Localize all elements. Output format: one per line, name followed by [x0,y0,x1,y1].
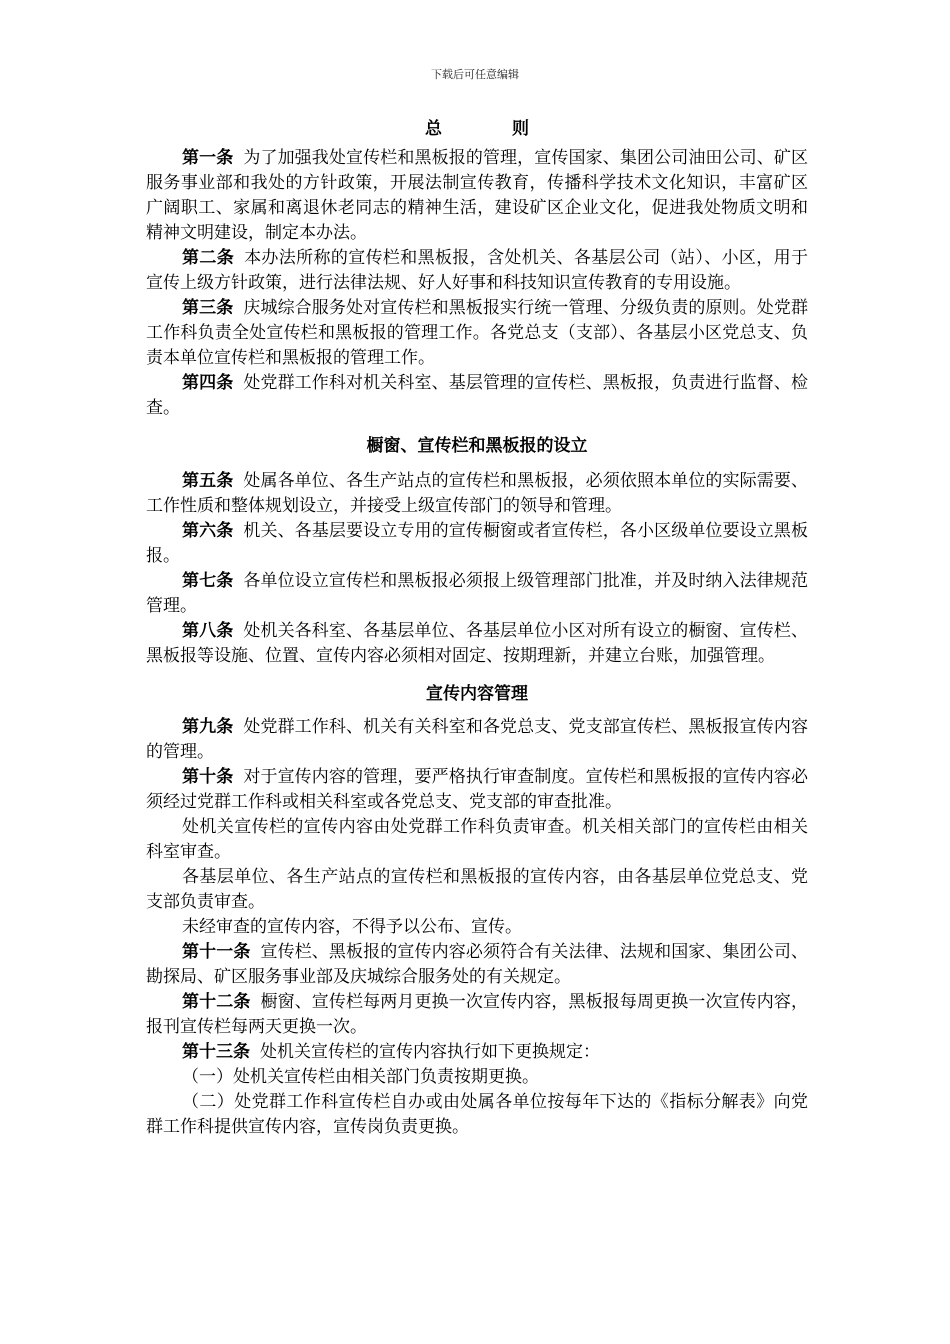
article-label: 第十三条 [182,1042,250,1062]
document-body [146,116,808,1140]
paragraph-text: （一）处机关宣传栏由相关部门负责按期更换。 [182,1067,539,1087]
article-label: 第一条 [182,148,234,168]
article-label: 第八条 [182,621,234,641]
article-paragraph [146,765,808,815]
article-text: 宣传栏、黑板报的宣传内容必须符合有关法律、法规和国家、集团公司、勘探局、矿区服务事业部及庆城综合服务处的有关规定。 [146,942,809,987]
article-paragraph [146,371,808,421]
article-paragraph [146,469,808,519]
article-paragraph [146,296,808,371]
article-label: 第六条 [182,521,234,541]
article-paragraph [146,146,808,246]
article-label: 第七条 [182,571,234,591]
article-text: 庆城综合服务处对宣传栏和黑板报实行统一管理、分级负责的原则。处党群工作科负责全处宣传栏和黑板报的管理工作。各党总支（支部）、各基层小区党总支、负责本单位宣传栏和黑板报的管理工作。 [146,298,808,368]
plain-paragraph [146,1090,808,1140]
article-text: 处属各单位、各生产站点的宣传栏和黑板报，必须依照本单位的实际需要、工作性质和整体规划设立，并接受上级宣传部门的领导和管理。 [146,471,808,516]
article-paragraph [146,940,808,990]
article-paragraph [146,519,808,569]
paragraph-text: 各基层单位、各生产站点的宣传栏和黑板报的宣传内容，由各基层单位党总支、党支部负责审查。 [146,867,808,912]
article-text: 处机关各科室、各基层单位、各基层单位小区对所有设立的橱窗、宣传栏、黑板报等设施、位置、宣传内容必须相对固定、按期理新，并建立台账，加强管理。 [146,621,808,666]
plain-paragraph [146,1065,808,1090]
article-text: 本办法所称的宣传栏和黑板报，含处机关、各基层公司（站）、小区，用于宣传上级方针政策，进行法律法规、好人好事和科技知识宣传教育的专用设施。 [146,248,809,293]
article-text: 为了加强我处宣传栏和黑板报的管理，宣传国家、集团公司油田公司、矿区服务事业部和我处的方针政策，开展法制宣传教育，传播科学技术文化知识，丰富矿区广阔职工、家属和离退休老同志的精神生活，建设矿区企业文化，促进我处物质文明和精神文明建设，制定本办法。 [146,148,808,243]
article-paragraph [146,715,808,765]
paragraph-text: 未经审查的宣传内容，不得予以公布、宣传。 [182,917,522,937]
article-label: 第五条 [182,471,234,491]
paragraph-text: 处机关宣传栏的宣传内容由处党群工作科负责审查。机关相关部门的宣传栏由相关科室审查。 [146,817,808,862]
article-paragraph [146,619,808,669]
article-text: 处党群工作科、机关有关科室和各党总支、党支部宣传栏、黑板报宣传内容的管理。 [146,717,808,762]
article-label: 第四条 [182,373,234,393]
header-note: 下载后可任意编辑 [431,68,519,81]
article-label: 第十条 [182,767,234,787]
article-text: 各单位设立宣传栏和黑板报必须报上级管理部门批准，并及时纳入法律规范管理。 [146,571,808,616]
paragraph-text: （二）处党群工作科宣传栏自办或由处属各单位按每年下达的《指标分解表》向党群工作科提供宣传内容，宣传岗负责更换。 [146,1092,808,1137]
article-label: 第九条 [182,717,234,737]
article-label: 第二条 [182,248,235,268]
section-title-general: 总 则 [425,119,561,139]
plain-paragraph [146,815,808,865]
article-paragraph [146,1040,808,1065]
article-text: 处机关宣传栏的宣传内容执行如下更换规定： [260,1042,600,1062]
plain-paragraph [146,865,808,915]
article-text: 对于宣传内容的管理，要严格执行审查制度。宣传栏和黑板报的宣传内容必须经过党群工作科或相关科室或各党总支、党支部的审查批准。 [146,767,808,812]
article-text: 橱窗、宣传栏每两月更换一次宣传内容，黑板报每周更换一次宣传内容，报刊宣传栏每两天更换一次。 [146,992,809,1037]
section-title-establishment: 橱窗、宣传栏和黑板报的设立 [366,436,588,456]
section-title-content-management: 宣传内容管理 [426,684,528,704]
article-paragraph [146,246,808,296]
article-text: 机关、各基层要设立专用的宣传橱窗或者宣传栏，各小区级单位要设立黑板报。 [146,521,808,566]
article-label: 第十一条 [182,942,251,962]
plain-paragraph [146,915,808,940]
article-label: 第三条 [182,298,234,318]
article-label: 第十二条 [182,992,251,1012]
article-text: 处党群工作科对机关科室、基层管理的宣传栏、黑板报，负责进行监督、检查。 [146,373,808,418]
article-paragraph [146,569,808,619]
article-paragraph [146,990,808,1040]
